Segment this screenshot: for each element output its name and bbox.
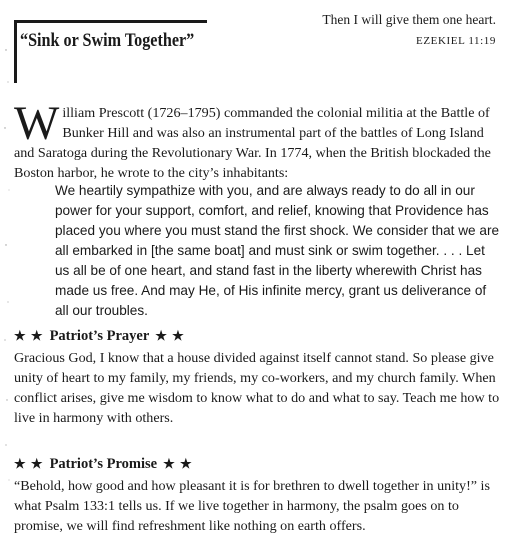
promise-heading-text: Patriot’s Promise — [49, 456, 158, 472]
epigraph-quote: Then I will give them one heart. — [322, 12, 496, 27]
star-icon: ★ ★ — [14, 328, 44, 343]
star-icon: ★ ★ — [163, 456, 193, 471]
epigraph — [300, 12, 496, 47]
prayer-heading-text: Patriot’s Prayer — [49, 328, 150, 344]
page-title: “Sink or Swim Together” — [20, 30, 195, 51]
promise-heading — [14, 456, 193, 473]
story-paragraph — [14, 97, 498, 183]
prescott-letter-quote: We heartily sympathize with you, and are always ready to do all in our power for your support, comfort, and relief, knowing that Providence has placed you where you must stand the first shock. We consider that we are all embarked in [the same boat] and must sink or swim together. . . . Let us all be of one heart, and stand fast in the liberty wherewith Christ has made us free. And may He, of His infinite mercy, grant us deliverance of all our troubles. — [55, 183, 500, 318]
scan-specks — [2, 40, 12, 500]
drop-cap: W — [14, 97, 60, 150]
story-text: illiam Prescott (1726–1795) commanded the colonial militia at the Battle of Bunker Hill and was also an instrumental part of the battles of Long Island and Saratoga during the Revolutionary War. In 1774, when the British blockaded the Boston harbor, he wrote to the city’s inhabitants: — [14, 105, 491, 181]
epigraph-source: EZEKIEL 11:19 — [416, 35, 496, 47]
prayer-heading — [14, 328, 185, 345]
prayer-text: Gracious God, I know that a house divided against itself cannot stand. So please give unity of heart to my family, my friends, my co-workers, and my church family. When conflict arises, give me wisdom to know what to do and what to say. Teach me how to live in harmony with others. — [14, 350, 500, 426]
star-icon: ★ ★ — [155, 328, 185, 343]
star-icon: ★ ★ — [14, 456, 44, 471]
promise-text: “Behold, how good and how pleasant it is for brethren to dwell together in unity!” is what Psalm 133:1 tells us. If we live together in harmony, the psalm goes on to promise, we will find refreshment like nothing on earth offers. — [14, 478, 490, 534]
